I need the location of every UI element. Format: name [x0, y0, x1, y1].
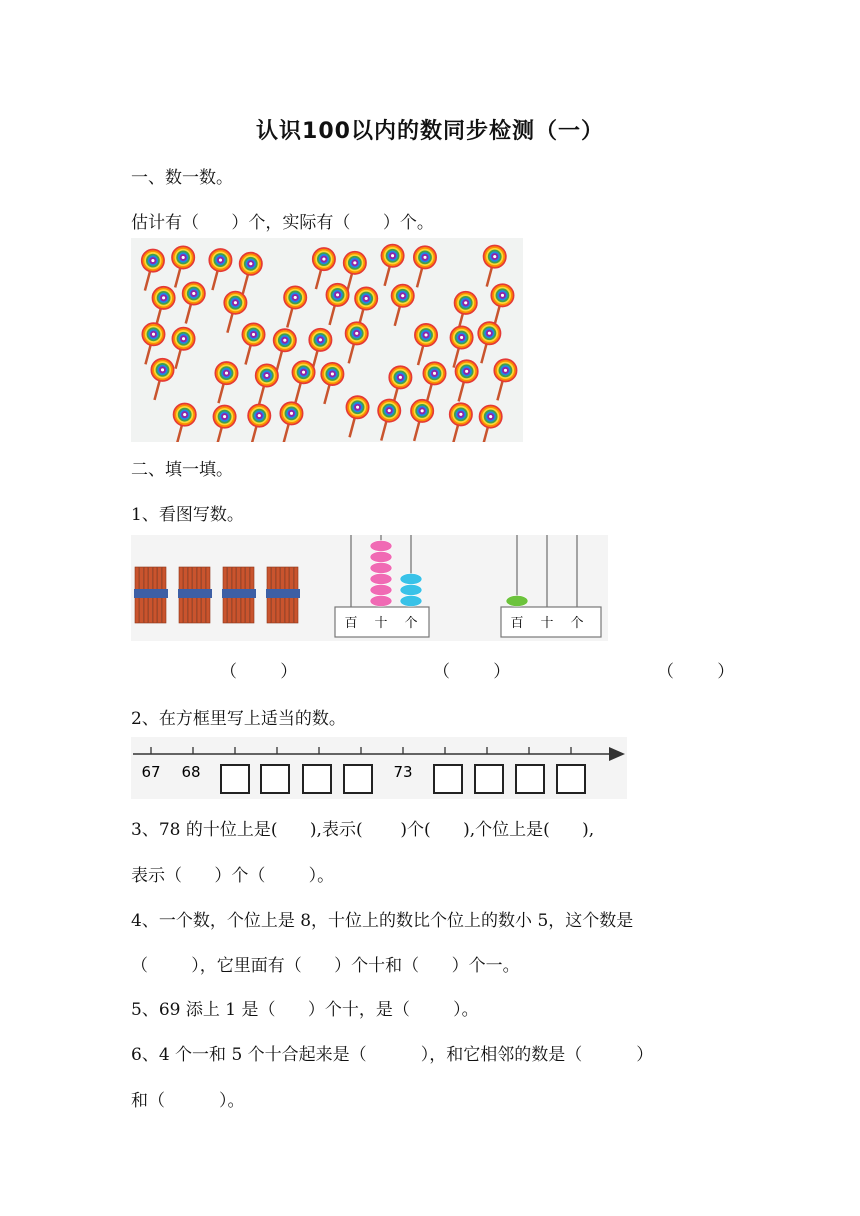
stick-bundle — [222, 567, 256, 623]
answer-box-72[interactable] — [344, 765, 372, 793]
abacus2-label-ones: 个 — [570, 616, 584, 631]
answer-box-75[interactable] — [475, 765, 503, 793]
q4-line1: 4、一个数，个位上是 8，十位上的数比个位上的数小 5，这个数是 — [131, 911, 634, 931]
number-67: 67 — [141, 763, 161, 781]
stick-bundle — [266, 567, 300, 623]
q4-line2: （ ），它里面有（ ）个十和（ ）个一。 — [131, 956, 520, 976]
number-68: 68 — [181, 763, 201, 781]
answer-box-70[interactable] — [261, 765, 289, 793]
section1-heading: 一、数一数。 — [131, 168, 233, 188]
q1-answer-2: （ ） — [433, 662, 511, 682]
q2-label: 2、在方框里写上适当的数。 — [131, 709, 346, 729]
section2-heading: 二、填一填。 — [131, 460, 233, 480]
stick-bundle — [134, 567, 168, 623]
abacus-bead — [370, 596, 392, 607]
page-title: 认识100以内的数同步检测（一） — [256, 119, 604, 144]
abacus-bead — [370, 574, 392, 585]
q1-label: 1、看图写数。 — [131, 505, 244, 525]
answer-box-77[interactable] — [557, 765, 585, 793]
abacus-bead — [370, 563, 392, 574]
abacus1-label-hundreds: 百 — [344, 616, 358, 631]
abacus-bead — [370, 585, 392, 596]
q1-figure — [131, 535, 608, 641]
section1-prompt: 估计有（ ）个，实际有（ ）个。 — [131, 213, 434, 233]
abacus2-label-hundreds: 百 — [510, 616, 524, 631]
lollipops-image — [131, 238, 523, 442]
abacus-bead — [370, 541, 392, 552]
abacus-bead — [370, 552, 392, 563]
answer-box-76[interactable] — [516, 765, 544, 793]
q3-line1: 3、78 的十位上是( ),表示( )个( ),个位上是( ), — [131, 820, 595, 840]
answer-box-69[interactable] — [221, 765, 249, 793]
abacus-bead — [400, 596, 422, 607]
q6-line1: 6、4 个一和 5 个十合起来是（ ），和它相邻的数是（ ） — [131, 1045, 654, 1065]
abacus1-label-ones: 个 — [404, 616, 418, 631]
answer-box-71[interactable] — [303, 765, 331, 793]
abacus-bead — [400, 585, 422, 596]
q1-answer-1: （ ） — [220, 662, 298, 682]
answer-box-74[interactable] — [434, 765, 462, 793]
number-line — [131, 737, 627, 799]
stick-bundle — [178, 567, 212, 623]
abacus1-label-tens: 十 — [374, 616, 388, 631]
abacus-bead — [400, 574, 422, 585]
q3-line2: 表示（ ）个（ ）。 — [131, 866, 335, 886]
q1-answer-3: （ ） — [657, 662, 735, 682]
q5-line1: 5、69 添上 1 是（ ）个十，是（ ）。 — [131, 1000, 479, 1020]
abacus2-label-tens: 十 — [540, 616, 554, 631]
abacus-bead — [506, 596, 528, 607]
q6-line2: 和（ ）。 — [131, 1091, 245, 1111]
number-73: 73 — [393, 763, 413, 781]
